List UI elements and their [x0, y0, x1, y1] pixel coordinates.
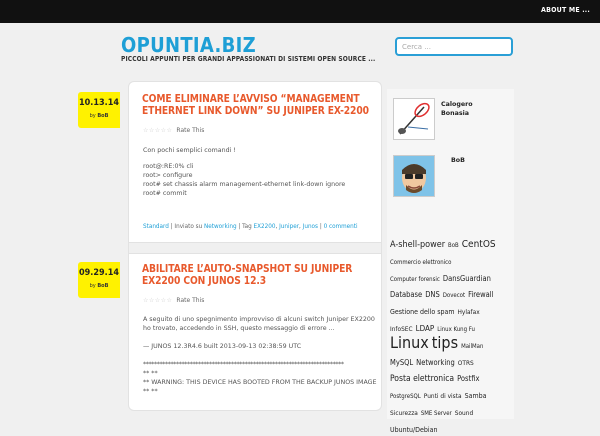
tag-cloud-link[interactable]: MySQL — [390, 357, 414, 367]
post-author[interactable]: BoB — [97, 113, 109, 119]
post-meta: Standard | Inviato su Networking | Tag EX2200, Juniper, Junos | 0 commenti — [143, 224, 358, 230]
user-name[interactable]: BoB — [451, 157, 465, 164]
search-input[interactable] — [395, 37, 513, 56]
tag-cloud-link[interactable]: Ubuntu/Debian — [390, 425, 438, 434]
post-body-code: root# commit — [143, 190, 187, 197]
tag-cloud-link[interactable]: MailMan — [461, 342, 484, 350]
tag-cloud-link[interactable]: Sound — [454, 408, 474, 417]
avatar[interactable] — [393, 98, 435, 140]
post-author[interactable]: BoB — [97, 283, 109, 289]
rating-stars-icon[interactable]: ☆☆☆☆☆ — [143, 297, 173, 304]
post-body-code: — JUNOS 12.3R4.6 built 2013-09-13 02:38:59 UTC — [143, 343, 302, 350]
tag-cloud-link[interactable]: CentOS — [461, 239, 496, 250]
tag-cloud-link[interactable]: DNS — [425, 290, 440, 300]
tag-cloud-link[interactable]: PostgreSQL — [390, 393, 421, 401]
comments-link[interactable]: 0 commenti — [323, 224, 358, 230]
post-title[interactable]: ABILITARE L’AUTO-SNAPSHOT SU JUNIPER EX2200 CON JUNOS 12.3 — [142, 264, 353, 287]
tag-cloud-link[interactable]: tips — [431, 332, 459, 352]
tag-cloud-link[interactable]: Database — [390, 290, 423, 300]
category-link[interactable]: Networking — [204, 224, 237, 230]
tag-cloud — [390, 234, 506, 436]
tag-cloud-link[interactable]: Linux — [390, 332, 429, 352]
post-byline — [78, 113, 120, 119]
rate-this-label: Rate This — [176, 127, 205, 134]
tag-cloud-link[interactable]: OTRS — [457, 358, 474, 367]
tag-cloud-link[interactable]: BoB — [448, 242, 459, 249]
post-date-tab — [78, 262, 120, 298]
post-date: 09.29.14 — [79, 268, 119, 278]
post-rating — [143, 297, 204, 304]
tag-cloud-link[interactable]: Punti di vista — [423, 392, 462, 401]
byline-prefix: by — [89, 113, 96, 119]
tag-cloud-link[interactable]: Linux Kung Fu — [437, 325, 475, 333]
post-body-text: ho trovato, accedendo in SSH, questo messaggio di errore ... — [143, 325, 335, 332]
tag-cloud-link[interactable]: Samba — [464, 392, 487, 401]
post-date: 10.13.14 — [79, 98, 119, 108]
post-rating — [143, 127, 204, 134]
post-body-code: root> configure — [143, 172, 193, 179]
tag-cloud-link[interactable]: Dovecot — [442, 292, 466, 300]
tag-link[interactable]: EX2200 — [253, 224, 276, 230]
tag-link[interactable]: Junos — [302, 224, 319, 230]
tag-link[interactable]: Juniper — [279, 224, 300, 230]
post-body-code: ** ** — [143, 388, 158, 395]
user-name[interactable]: Calogero Bonasia — [441, 101, 473, 117]
tag-cloud-link[interactable]: A-shell-power — [390, 240, 446, 250]
nav-about-link[interactable]: ABOUT ME ... — [541, 6, 590, 14]
site-title[interactable]: OPUNTIA.BIZ — [121, 33, 256, 57]
tag-cloud-link[interactable]: DansGuardian — [442, 273, 491, 283]
tag-cloud-link[interactable]: InfoSEC — [390, 324, 413, 333]
post-title[interactable]: COME ELIMINARE L’AVVISO “MANAGEMENT ETHERNET LINK DOWN” SU JUNIPER EX-2200 — [142, 94, 369, 117]
post-body-code: ************************************************************************* — [143, 361, 344, 368]
tag-cloud-link[interactable]: Commercio elettronico — [390, 258, 452, 266]
site-description: PICCOLI APPUNTI PER GRANDI APPASSIONATI DI SISTEMI OPEN SOURCE ... — [121, 55, 376, 63]
meta-text: | Inviato su — [168, 224, 205, 230]
post-body-code: ** WARNING: THIS DEVICE HAS BOOTED FROM THE BACKUP JUNOS IMAGE — [143, 379, 377, 386]
post-byline — [78, 283, 120, 289]
post-date-tab — [78, 92, 120, 128]
tag-cloud-link[interactable]: Networking — [416, 357, 455, 367]
rate-this-label: Rate This — [176, 297, 205, 304]
tag-cloud-link[interactable]: SME Server — [420, 409, 452, 417]
guitar-avatar-icon — [394, 99, 434, 139]
tag-cloud-link[interactable]: Hylafax — [457, 308, 480, 317]
tag-cloud-link[interactable]: Computer forensic — [390, 275, 440, 283]
meta-text: | Tag — [236, 224, 254, 230]
tag-cloud-link[interactable]: Posta elettronica — [390, 374, 455, 385]
tag-cloud-link[interactable]: Gestione dello spam — [390, 308, 455, 317]
cartoon-face-avatar-icon — [394, 156, 434, 196]
post-body-code: root@:RE:0% cli — [143, 163, 194, 170]
tag-cloud-link[interactable]: Postfix — [457, 374, 480, 384]
post-body-text: Con pochi semplici comandi ! — [143, 147, 236, 154]
meta-text: | — [318, 224, 324, 230]
tag-cloud-link[interactable]: LDAP — [415, 323, 435, 333]
post-format-link[interactable]: Standard — [143, 224, 169, 230]
avatar[interactable] — [393, 155, 435, 197]
post-body-code: root# set chassis alarm management-ethernet link-down ignore — [143, 181, 346, 188]
tag-cloud-link[interactable]: Firewall — [468, 290, 494, 300]
post-body-text: A seguito di uno spegnimento improvviso di alcuni switch Juniper EX2200 — [143, 316, 375, 323]
tag-cloud-link[interactable]: Sicurezza — [390, 408, 418, 417]
byline-prefix: by — [89, 283, 96, 289]
top-bar — [0, 0, 600, 23]
post-body-code: ** ** — [143, 370, 158, 377]
rating-stars-icon[interactable]: ☆☆☆☆☆ — [143, 127, 173, 134]
post-separator — [129, 242, 381, 254]
